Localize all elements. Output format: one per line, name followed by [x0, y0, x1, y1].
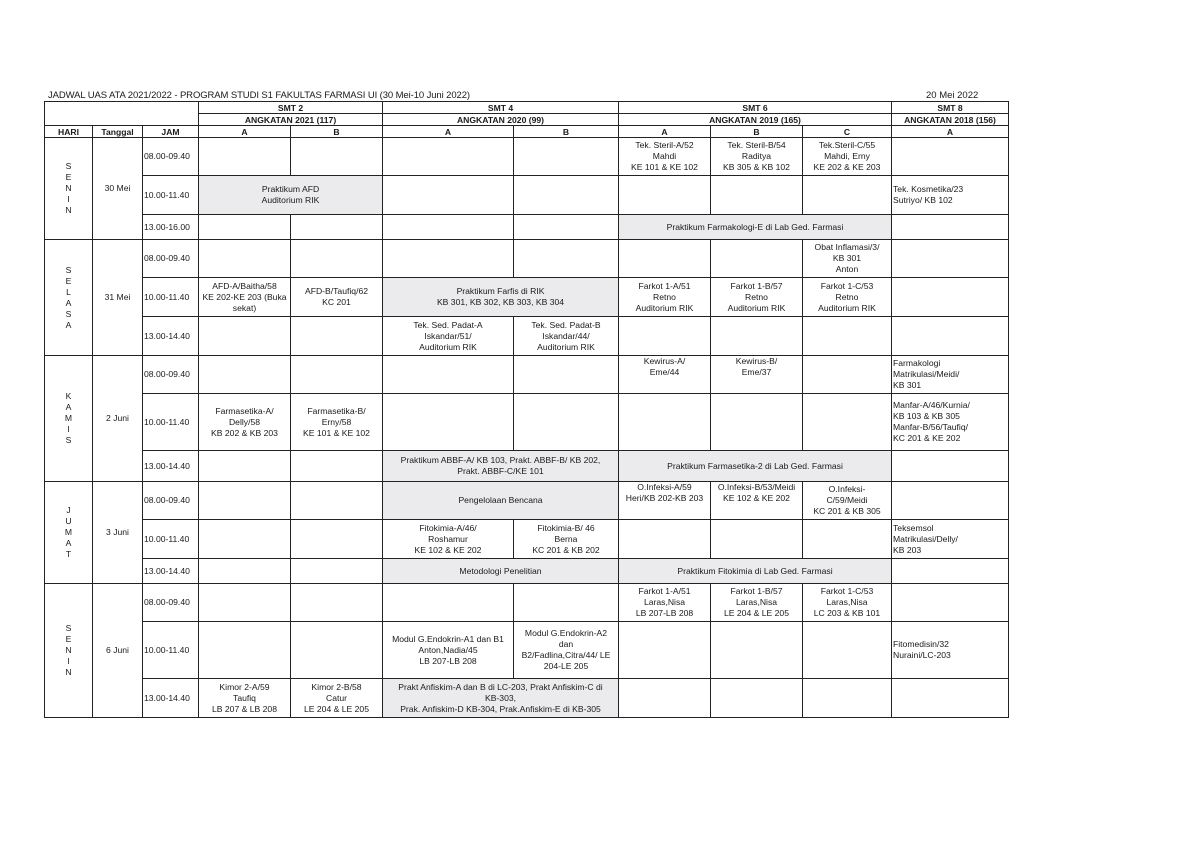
exam-cell: Farmasetika-A/ Delly/58 KB 202 & KB 203	[199, 394, 291, 451]
header-class-a: A	[892, 126, 1009, 138]
date-cell: 31 Mei	[93, 240, 143, 356]
time-cell: 08.00-09.40	[143, 482, 199, 520]
exam-cell: Metodologi Penelitian	[383, 559, 619, 584]
table-row	[45, 240, 1009, 278]
table-row	[45, 482, 1009, 520]
exam-cell: Tek. Sed. Padat-B Iskandar/44/ Auditorium RIK	[514, 317, 619, 356]
table-row	[45, 278, 1009, 317]
exam-cell: Farkot 1-C/53 Laras,Nisa LC 203 & KB 101	[803, 584, 892, 622]
date-cell: 30 Mei	[93, 138, 143, 240]
header-smt6: SMT 6	[619, 102, 892, 114]
table-row	[45, 317, 1009, 356]
exam-cell: Tek. Sed. Padat-A Iskandar/51/ Auditorium RIK	[383, 317, 514, 356]
exam-cell: Tek. Steril-B/54 Raditya KB 305 & KB 102	[711, 138, 803, 176]
header-class-a: A	[199, 126, 291, 138]
exam-cell: Pengelolaan Bencana	[383, 482, 619, 520]
header-angkatan-2019: ANGKATAN 2019 (165)	[619, 114, 892, 126]
header-class-c: C	[803, 126, 892, 138]
exam-cell: Praktikum Farfis di RIK KB 301, KB 302, KB 303, KB 304	[383, 278, 619, 317]
time-cell: 08.00-09.40	[143, 356, 199, 394]
time-cell: 13.00-14.40	[143, 559, 199, 584]
table-row	[45, 679, 1009, 718]
exam-cell: Fitokimia-B/ 46 Berna KC 201 & KB 202	[514, 520, 619, 559]
time-cell: 13.00-14.40	[143, 451, 199, 482]
day-name-cell: S E N I N	[45, 138, 93, 240]
time-cell: 13.00-16.00	[143, 215, 199, 240]
header-smt2: SMT 2	[199, 102, 383, 114]
time-cell: 10.00-11.40	[143, 622, 199, 679]
header-smt4: SMT 4	[383, 102, 619, 114]
day-name-cell: J U M A T	[45, 482, 93, 584]
exam-cell: Tek. Kosmetika/23 Sutriyo/ KB 102	[892, 176, 1009, 215]
header-hari: HARI	[45, 126, 93, 138]
time-cell: 10.00-11.40	[143, 176, 199, 215]
exam-cell: Farkot 1-B/57 Retno Auditorium RIK	[711, 278, 803, 317]
table-row	[45, 622, 1009, 679]
day-name-cell: S E N I N	[45, 584, 93, 718]
header-class-b: B	[514, 126, 619, 138]
exam-cell: Kewirus-B/ Eme/37	[711, 356, 803, 394]
header-smt8: SMT 8	[892, 102, 1009, 114]
header-angkatan-2018: ANGKATAN 2018 (156)	[892, 114, 1009, 126]
header-row-angkatan	[45, 114, 1009, 126]
exam-schedule-table	[44, 101, 1009, 718]
header-row-class	[45, 126, 1009, 138]
exam-cell: Fitokimia-A/46/ Roshamur KE 102 & KE 202	[383, 520, 514, 559]
date-cell: 2 Juni	[93, 356, 143, 482]
table-row	[45, 176, 1009, 215]
table-row	[45, 584, 1009, 622]
exam-cell: Farmasetika-B/ Erny/58 KE 101 & KE 102	[291, 394, 383, 451]
exam-cell: Kimor 2-A/59 Taufiq LB 207 & LB 208	[199, 679, 291, 718]
header-tanggal: Tanggal	[93, 126, 143, 138]
day-name-cell: K A M I S	[45, 356, 93, 482]
exam-cell: Farkot 1-C/53 Retno Auditorium RIK	[803, 278, 892, 317]
exam-cell: Manfar-A/46/Kurnia/ KB 103 & KB 305 Manfar-B/56/Taufiq/ KC 201 & KE 202	[892, 394, 1009, 451]
exam-cell: Farkot 1-B/57 Laras,Nisa LE 204 & LE 205	[711, 584, 803, 622]
exam-cell: Praktikum AFD Auditorium RIK	[199, 176, 383, 215]
time-cell: 13.00-14.40	[143, 317, 199, 356]
exam-cell: Praktikum Fitokimia di Lab Ged. Farmasi	[619, 559, 892, 584]
exam-cell: Fitomedisin/32 Nuraini/LC-203	[892, 622, 1009, 679]
table-row	[45, 138, 1009, 176]
header-row-semester	[45, 102, 1009, 114]
exam-cell: Kewirus-A/ Eme/44	[619, 356, 711, 394]
table-row	[45, 356, 1009, 394]
exam-cell: Praktikum ABBF-A/ KB 103, Prakt. ABBF-B/ KB 202, Prakt. ABBF-C/KE 101	[383, 451, 619, 482]
exam-cell: Praktikum Farmakologi-E di Lab Ged. Farmasi	[619, 215, 892, 240]
time-cell: 08.00-09.40	[143, 240, 199, 278]
table-row	[45, 394, 1009, 451]
header-class-b: B	[291, 126, 383, 138]
schedule-title: JADWAL UAS ATA 2021/2022 - PROGRAM STUDI S1 FAKULTAS FARMASI UI (30 Mei-10 Juni 2022)	[48, 90, 470, 101]
time-cell: 10.00-11.40	[143, 278, 199, 317]
exam-cell: Tek.Steril-C/55 Mahdi, Erny KE 202 & KE 203	[803, 138, 892, 176]
time-cell: 10.00-11.40	[143, 520, 199, 559]
exam-cell: Modul G.Endokrin-A2 dan B2/Fadlina,Citra/44/ LE 204-LE 205	[514, 622, 619, 679]
day-name-cell: S E L A S A	[45, 240, 93, 356]
header-angkatan-2021: ANGKATAN 2021 (117)	[199, 114, 383, 126]
table-row	[45, 520, 1009, 559]
time-cell: 13.00-14.40	[143, 679, 199, 718]
exam-cell: O.Infeksi- C/59/Meidi KC 201 & KB 305	[803, 482, 892, 520]
schedule-date: 20 Mei 2022	[926, 90, 979, 101]
table-row	[45, 215, 1009, 240]
exam-cell: Farmakologi Matrikulasi/Meidi/ KB 301	[892, 356, 1009, 394]
exam-cell: Farkot 1-A/51 Laras,Nisa LB 207-LB 208	[619, 584, 711, 622]
date-cell: 3 Juni	[93, 482, 143, 584]
time-cell: 08.00-09.40	[143, 138, 199, 176]
exam-cell: O.Infeksi-A/59 Heri/KB 202-KB 203	[619, 482, 711, 520]
exam-cell: O.Infeksi-B/53/Meidi KE 102 & KE 202	[711, 482, 803, 520]
header-class-a: A	[383, 126, 514, 138]
time-cell: 08.00-09.40	[143, 584, 199, 622]
table-row	[45, 451, 1009, 482]
exam-cell: Praktikum Farmasetika-2 di Lab Ged. Farmasi	[619, 451, 892, 482]
header-angkatan-2020: ANGKATAN 2020 (99)	[383, 114, 619, 126]
table-row	[45, 559, 1009, 584]
exam-cell: Prakt Anfiskim-A dan B di LC-203, Prakt Anfiskim-C di KB-303, Prak. Anfiskim-D KB-304, Prak.Anfiskim-E di KB-305	[383, 679, 619, 718]
exam-cell: AFD-B/Taufiq/62 KC 201	[291, 278, 383, 317]
exam-cell: Teksemsol Matrikulasi/Delly/ KB 203	[892, 520, 1009, 559]
exam-cell: Modul G.Endokrin-A1 dan B1 Anton,Nadia/45 LB 207-LB 208	[383, 622, 514, 679]
exam-cell: Kimor 2-B/58 Catur LE 204 & LE 205	[291, 679, 383, 718]
exam-cell: AFD-A/Baitha/58 KE 202-KE 203 (Buka sekat)	[199, 278, 291, 317]
header-class-a: A	[619, 126, 711, 138]
header-jam: JAM	[143, 126, 199, 138]
header-class-b: B	[711, 126, 803, 138]
date-cell: 6 Juni	[93, 584, 143, 718]
exam-cell: Farkot 1-A/51 Retno Auditorium RIK	[619, 278, 711, 317]
time-cell: 10.00-11.40	[143, 394, 199, 451]
exam-cell: Tek. Steril-A/52 Mahdi KE 101 & KE 102	[619, 138, 711, 176]
exam-cell: Obat Inflamasi/3/ KB 301 Anton	[803, 240, 892, 278]
